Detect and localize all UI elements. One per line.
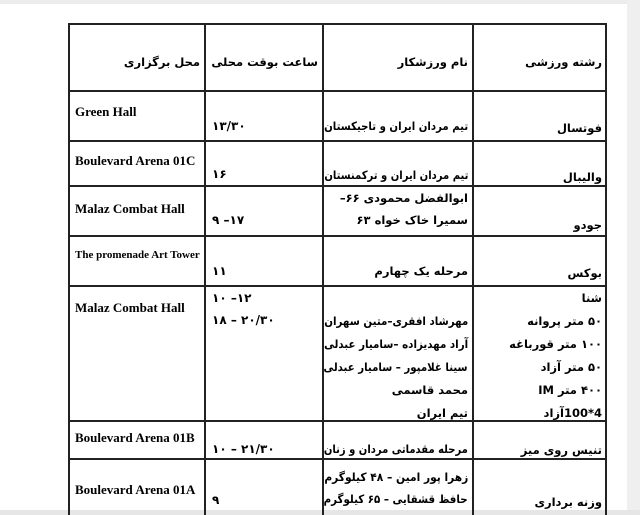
sport-line: ۴۰۰ متر IM (538, 383, 602, 397)
venue-cell: Boulevard Arena 01A (75, 482, 196, 497)
sport-cell: بوکس (567, 266, 602, 280)
athlete-line: سینا غلامپور – سامیار عبدلی (323, 360, 468, 374)
athlete-cell: تیم مردان ایران و تاجیکستان (323, 119, 468, 133)
venue-cell: Boulevard Arena 01B (75, 430, 195, 445)
venue-cell: Malaz Combat Hall (75, 201, 185, 216)
row-divider (68, 140, 606, 142)
header-time: ساعت بوقت محلی (211, 55, 318, 69)
athlete-line: مهرشاد افقری–متین سهران (323, 314, 468, 328)
athlete-cell: تیم مردان ایران و ترکمنستان (323, 168, 468, 182)
athlete-line: زهرا پور امین – ۴۸ کیلوگرم (324, 470, 468, 484)
header-sport: رشته ورزشی (525, 55, 602, 69)
column-divider (605, 23, 607, 515)
row-divider (68, 235, 606, 237)
header-venue: محل برگزاری (123, 55, 200, 69)
header-athlete: نام ورزشکار (397, 55, 468, 69)
venue-cell: The promenade Art Tower (75, 249, 200, 261)
row-divider (68, 458, 606, 460)
row-divider (68, 90, 606, 92)
venue-cell: Malaz Combat Hall (75, 300, 185, 315)
table-border-top (68, 23, 606, 25)
athlete-line: محمد قاسمی (391, 383, 468, 397)
page-edge-bottom (0, 510, 640, 515)
sport-cell: تنیس روی میز (520, 443, 602, 457)
athlete-line: آراد مهدیزاده –سامیار عبدلی (323, 337, 468, 351)
time-cell: ۱۰ – ۲۱/۳۰ (212, 442, 275, 456)
sport-line: شنا (581, 291, 602, 305)
column-divider (472, 23, 474, 515)
time-cell: ۱۱ (212, 264, 227, 278)
athlete-cell: مرحله مقدماتی مردان و زنان (324, 442, 468, 456)
row-divider (68, 285, 606, 287)
time-line: ۱۰ –۱۲ (212, 291, 252, 305)
time-cell: ۱۳/۳۰ (212, 119, 246, 133)
time-cell: ۹ (212, 493, 220, 507)
sport-cell: والیبال (562, 170, 602, 184)
sport-cell: فوتسال (556, 121, 602, 135)
sport-line: ۵۰ متر آزاد (540, 360, 602, 374)
athlete-line: ابوالفضل محمودی ۶۶– (339, 191, 468, 205)
athlete-line: تیم ایران (416, 406, 468, 420)
sport-line: 4*100آزاد (543, 406, 602, 420)
row-divider (68, 420, 606, 422)
athlete-line: حافظ قشقایی – ۶۵ کیلوگرم (324, 492, 468, 506)
row-divider (68, 185, 606, 187)
athlete-cell: مرحله یک چهارم (374, 264, 468, 278)
page-edge-right (627, 0, 640, 515)
sport-cell: وزنه برداری (534, 495, 602, 509)
sport-line: ۱۰۰ متر قورباغه (509, 337, 602, 351)
column-divider (68, 23, 70, 515)
time-cell: ۱۶ (212, 167, 227, 181)
sport-cell: جودو (573, 218, 602, 232)
page-edge-top (0, 0, 640, 4)
column-divider (204, 23, 206, 515)
time-cell: ۹ –۱۷ (212, 213, 245, 227)
sport-line: ۵۰ متر پروانه (527, 314, 602, 328)
venue-cell: Green Hall (75, 104, 137, 119)
athlete-line: سمیرا خاک خواه ۶۳ (356, 213, 468, 227)
venue-cell: Boulevard Arena 01C (75, 153, 196, 168)
time-line: ۱۸ – ۲۰/۳۰ (212, 313, 275, 327)
